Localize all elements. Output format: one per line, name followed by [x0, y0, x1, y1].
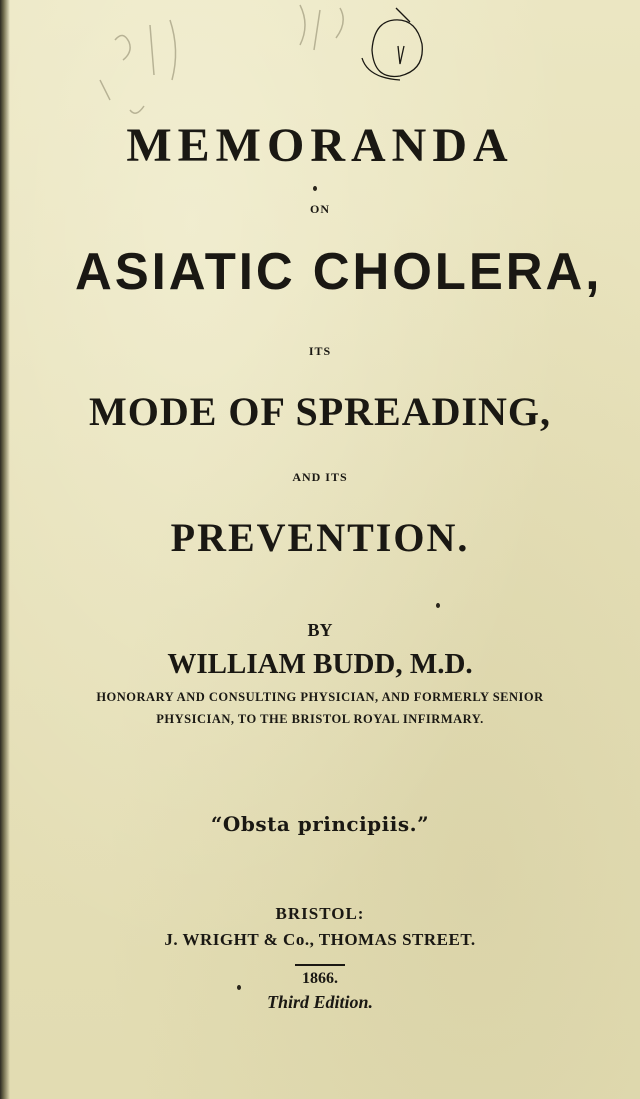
subject-title: ASIATIC CHOLERA,: [75, 243, 603, 301]
publisher: J. WRIGHT & Co., THOMAS STREET.: [164, 930, 476, 949]
prevention-title: PREVENTION.: [170, 515, 470, 560]
author-name: WILLIAM BUDD, M.D.: [167, 648, 473, 680]
ink-speck: [313, 186, 317, 191]
publication-year: 1866.: [302, 970, 338, 987]
word-by: BY: [307, 620, 333, 640]
mode-of-spreading: MODE OF SPREADING,: [88, 389, 552, 434]
ink-speck: [237, 985, 241, 990]
word-its: ITS: [308, 344, 332, 358]
author-role-line-2: PHYSICIAN, TO THE BRISTOL ROYAL INFIRMARY.: [156, 712, 484, 726]
preposition-on: ON: [310, 202, 330, 216]
edition: Third Edition.: [266, 992, 374, 1012]
author-role-line-1: HONORARY AND CONSULTING PHYSICIAN, AND FORMERLY SENIOR: [96, 690, 544, 704]
words-and-its: AND ITS: [292, 470, 348, 484]
main-title: MEMORANDA: [126, 119, 514, 172]
motto: “Obsta principiis.”: [210, 812, 430, 836]
ink-speck: [436, 603, 440, 608]
divider-rule: [295, 964, 345, 966]
publication-city: BRISTOL:: [275, 904, 365, 923]
